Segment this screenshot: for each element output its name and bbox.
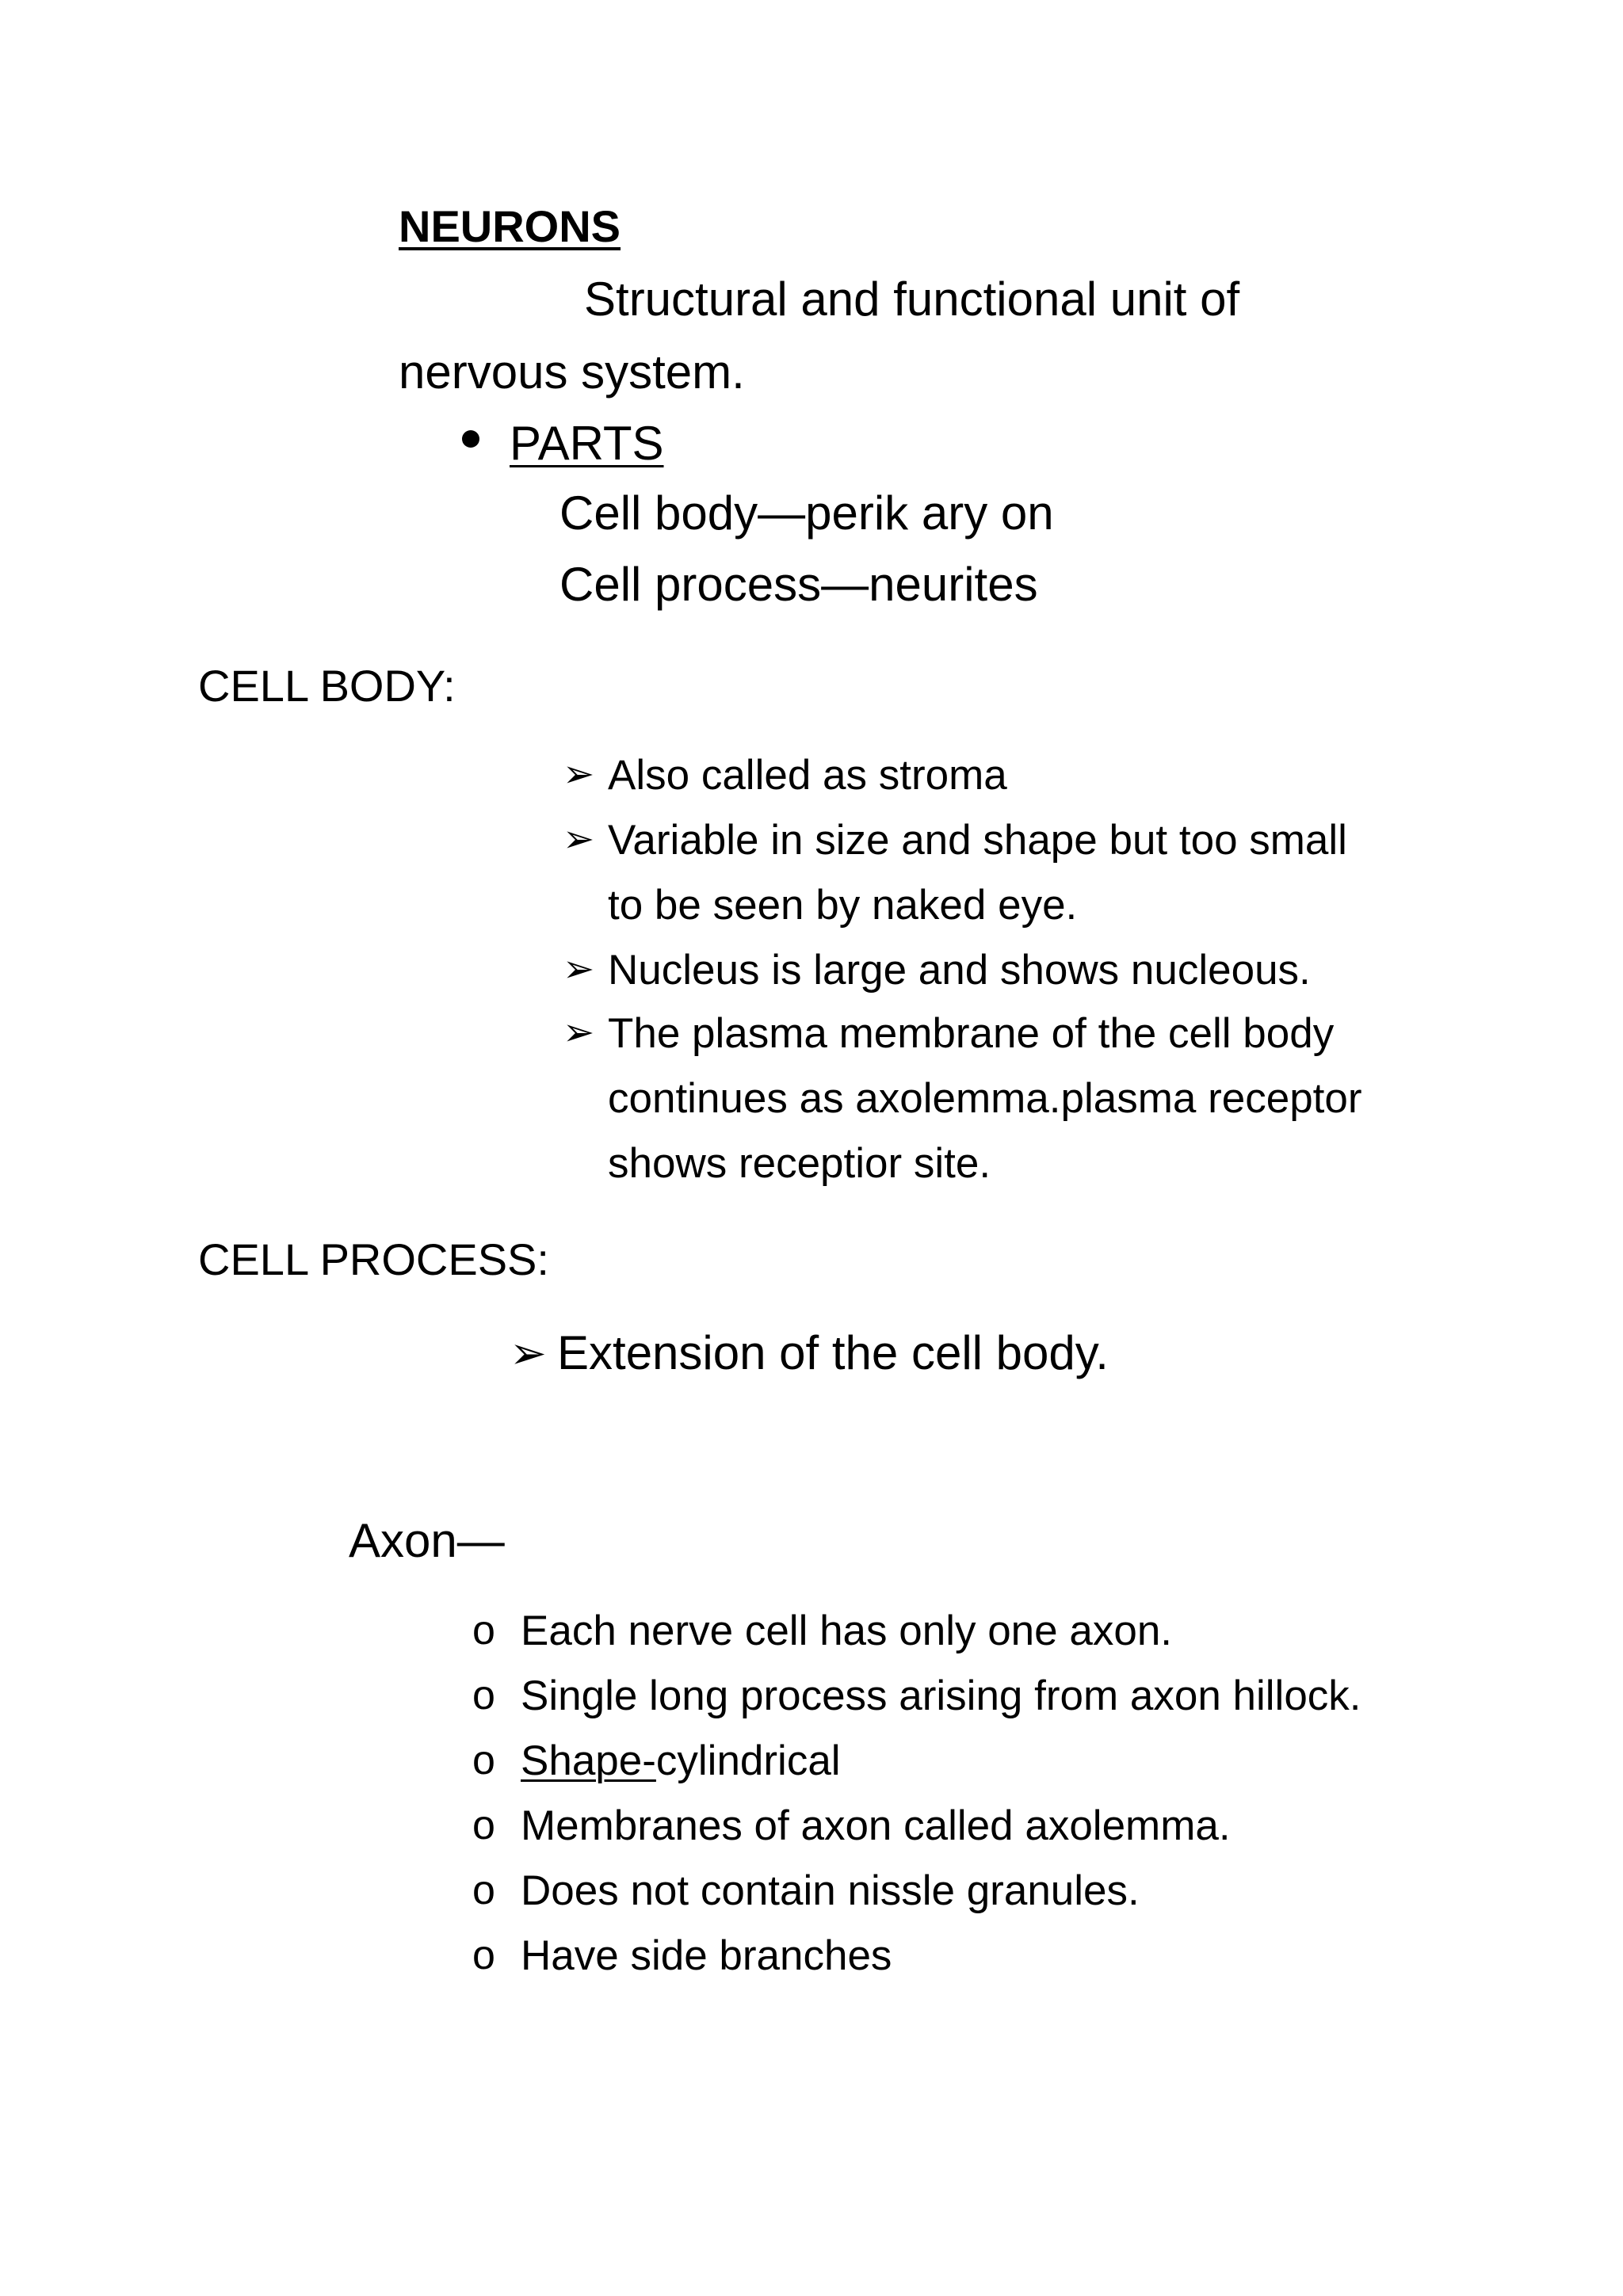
cell-process-heading: CELL PROCESS: [198, 1234, 549, 1284]
intro-line-1: Structural and functional unit of [584, 273, 1240, 326]
cell-body-line: Nucleus is large and shows nucleous. [608, 947, 1311, 994]
axon-item: Each nerve cell has only one axon. [521, 1608, 1173, 1654]
arrow-bullet-icon: ➢ [563, 753, 595, 795]
arrow-bullet-icon: ➢ [510, 1328, 547, 1378]
axon-item: Does not contain nissle granules. [521, 1867, 1140, 1914]
parts-label: PARTS [510, 417, 664, 470]
cell-process-item: Extension of the cell body. [557, 1326, 1109, 1379]
axon-item: Membranes of axon called axolemma. [521, 1802, 1231, 1849]
bullet-dot-icon [462, 430, 479, 448]
shape-label: Shape- [521, 1737, 656, 1784]
axon-item-shape [521, 1737, 841, 1784]
cell-body-line: The plasma membrane of the cell body [608, 1010, 1335, 1057]
circle-bullet-icon: o [472, 1802, 495, 1848]
circle-bullet-icon: o [472, 1608, 495, 1653]
shape-value: cylindrical [655, 1737, 841, 1784]
intro-line-2: nervous system. [399, 345, 745, 399]
axon-item: Single long process arising from axon hillock. [521, 1672, 1361, 1719]
arrow-bullet-icon: ➢ [563, 818, 595, 860]
cell-body-line: shows receptior site. [608, 1140, 991, 1187]
page-title: NEURONS [399, 201, 621, 251]
circle-bullet-icon: o [472, 1867, 495, 1913]
circle-bullet-icon: o [472, 1932, 495, 1978]
cell-body-line: to be seen by naked eye. [608, 882, 1078, 929]
cell-body-heading: CELL BODY: [198, 661, 456, 711]
circle-bullet-icon: o [472, 1737, 495, 1783]
axon-item: Have side branches [521, 1932, 892, 1979]
parts-item: Cell process—neurites [559, 558, 1038, 611]
circle-bullet-icon: o [472, 1672, 495, 1718]
axon-heading: Axon— [349, 1514, 505, 1567]
arrow-bullet-icon: ➢ [563, 948, 595, 990]
cell-body-line: continues as axolemma.plasma receptor [608, 1075, 1362, 1122]
cell-body-line: Variable in size and shape but too small [608, 817, 1347, 864]
arrow-bullet-icon: ➢ [563, 1012, 595, 1054]
parts-item: Cell body—perik ary on [559, 486, 1054, 540]
cell-body-line: Also called as stroma [608, 752, 1007, 799]
